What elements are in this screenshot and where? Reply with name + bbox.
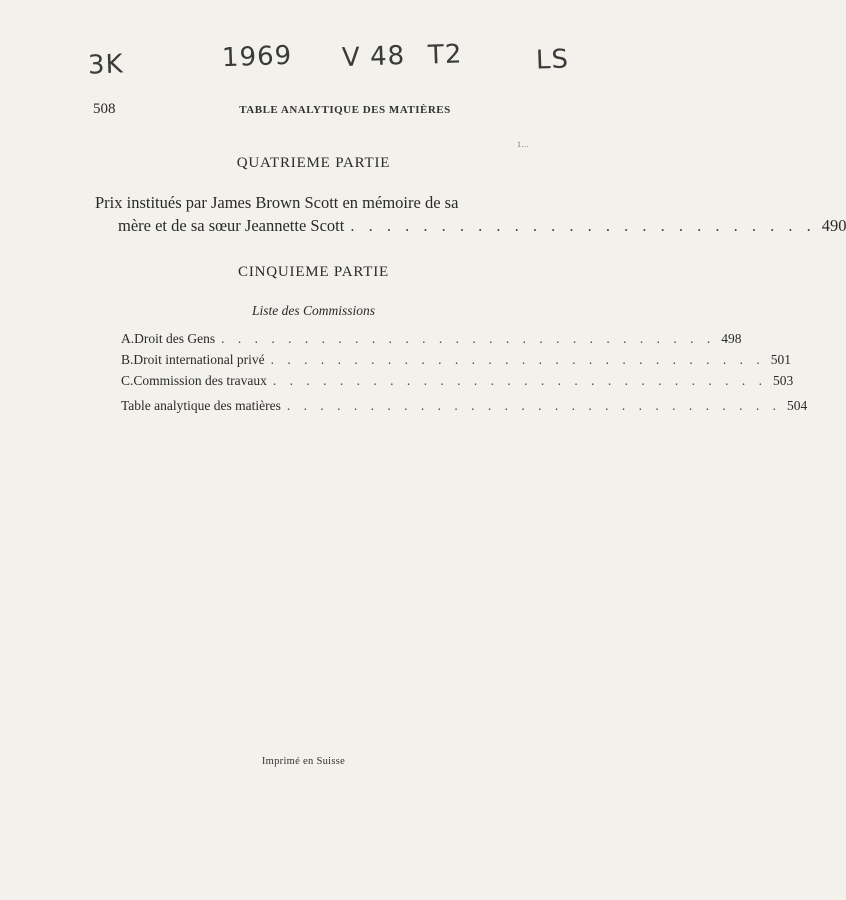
dot-leader: . . . . . . . . . . . . . . . . . . . . . . . . . . . . . . [272, 373, 768, 388]
dot-leader: . . . . . . . . . . . . . . . . . . . . . . . . . . . . . . [221, 331, 716, 346]
item-text: Table analytique des matières [121, 398, 281, 413]
dot-leader: . . . . . . . . . . . . . . . . . . . . . . . . . . [350, 216, 816, 235]
margin-mark: 1… [517, 140, 529, 149]
page-number: 508 [93, 101, 116, 117]
handwritten-note: 3K [87, 49, 125, 81]
dot-leader: . . . . . . . . . . . . . . . . . . . . . . . . . . . . . . [270, 352, 765, 367]
handwritten-note: 1969 [221, 40, 293, 74]
item-page: 503 [773, 373, 794, 388]
imprint-note: Imprimé en Suisse [261, 756, 346, 767]
prize-entry-line2 [95, 214, 846, 237]
item-letter: C. [121, 373, 134, 388]
prize-entry-line1: Prix institués par James Brown Scott en mémoire de sa [95, 193, 459, 212]
prize-entry [95, 191, 846, 237]
running-head: TABLE ANALYTIQUE DES MATIÈRES [239, 104, 451, 116]
commissions-subtitle: Liste des Commissions [251, 303, 376, 318]
prize-entry-page: 490 [821, 216, 846, 235]
handwritten-note: LS [535, 44, 570, 76]
dot-leader: . . . . . . . . . . . . . . . . . . . . . . . . . . . . . . [286, 398, 781, 413]
item-letter: B. [121, 352, 134, 367]
item-text: Droit des Gens [134, 331, 216, 346]
item-page: 498 [721, 331, 742, 346]
prize-entry-text: mère et de sa sœur Jeannette Scott [118, 216, 345, 235]
commissions-list [121, 328, 808, 416]
item-page: 504 [787, 398, 808, 413]
list-item [121, 349, 791, 370]
handwritten-note: V 48 [341, 40, 406, 74]
item-text: Commission des travaux [133, 373, 267, 388]
part-four-title: QUATRIEME PARTIE [236, 155, 391, 171]
part-five-title: CINQUIEME PARTIE [238, 264, 389, 280]
handwritten-note: T2 [427, 39, 463, 71]
item-text: Droit international privé [133, 352, 265, 367]
list-item [121, 328, 742, 349]
list-item [121, 370, 794, 391]
item-letter: A. [121, 331, 135, 346]
list-item [121, 395, 808, 416]
item-page: 501 [770, 352, 791, 367]
